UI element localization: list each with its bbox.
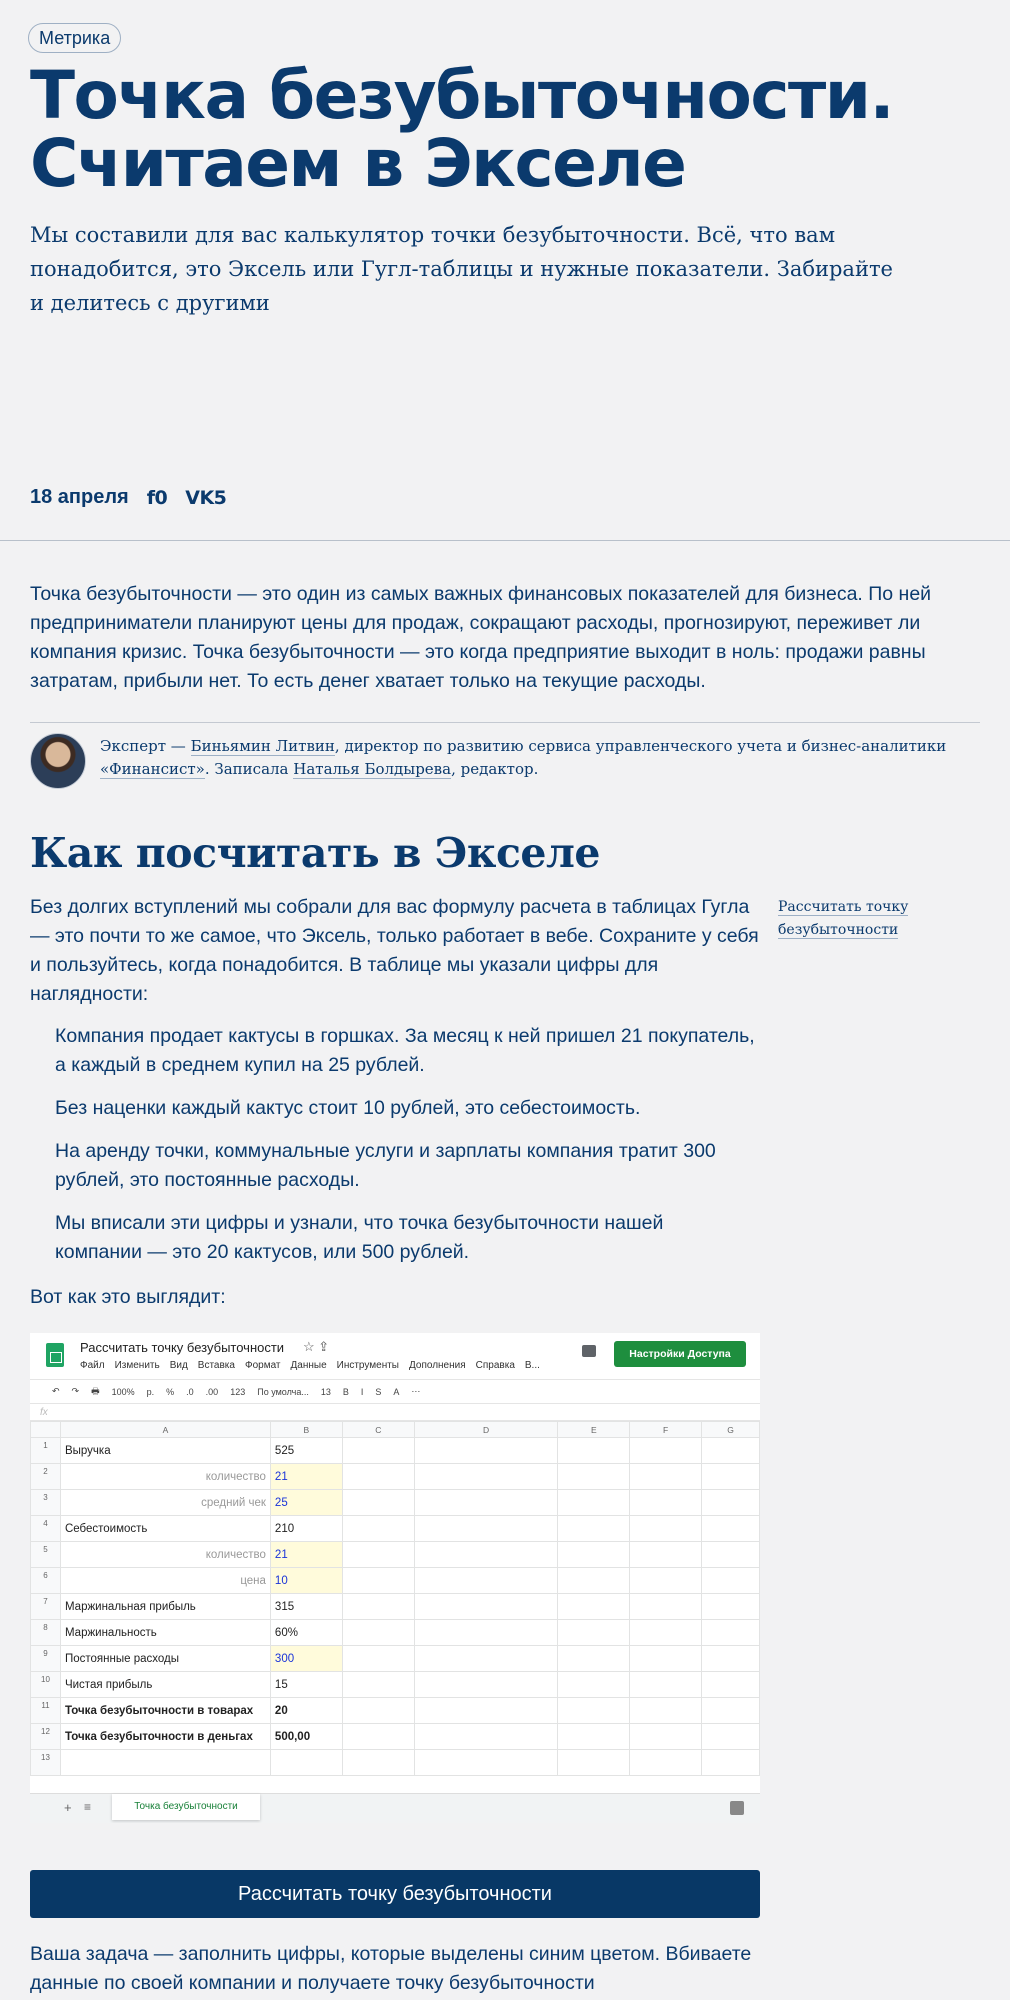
- empty-cell: [558, 1672, 630, 1698]
- list-item: Без наценки каждый кактус стоит 10 рублей, это себестоимость.: [55, 1097, 641, 1119]
- row-number: 5: [31, 1542, 61, 1568]
- star-icon: ☆ ⇪: [303, 1339, 330, 1354]
- row-number: 9: [31, 1646, 61, 1672]
- empty-cell: [558, 1542, 630, 1568]
- row-number: 11: [31, 1698, 61, 1724]
- empty-cell: [414, 1490, 558, 1516]
- empty-cell: [414, 1724, 558, 1750]
- empty-cell: [630, 1750, 702, 1776]
- list-item: Мы вписали эти цифры и узнали, что точка безубыточности нашей компании — это 20 кактусов, или 500 рублей.: [55, 1212, 664, 1263]
- empty-cell: [702, 1464, 760, 1490]
- sheet-row: [31, 1594, 760, 1620]
- calculate-break-even-button[interactable]: Рассчитать точку безубыточности: [30, 1870, 760, 1918]
- sheet-list-icon: ≡: [84, 1800, 92, 1814]
- formula-bar: fx: [30, 1403, 760, 1421]
- aside-link-text[interactable]: Рассчитать точку безубыточности: [778, 899, 909, 938]
- empty-cell: [702, 1698, 760, 1724]
- row-value-cell: 300: [270, 1646, 342, 1672]
- row-value-cell: 21: [270, 1542, 342, 1568]
- row-number: 12: [31, 1724, 61, 1750]
- empty-cell: [342, 1464, 414, 1490]
- column-header-row: [31, 1422, 760, 1438]
- empty-cell: [630, 1490, 702, 1516]
- list-item: Компания продает кактусы в горшках. За месяц к ней пришел 21 покупатель, а каждый в среднем купил на 25 рублей.: [55, 1025, 755, 1076]
- empty-cell: [414, 1646, 558, 1672]
- sheet-toolbar: [30, 1379, 760, 1403]
- section-heading: Как посчитать в Экселе: [30, 829, 600, 877]
- sheet-row: [31, 1672, 760, 1698]
- empty-cell: [558, 1620, 630, 1646]
- row-label-cell: Маржинальность: [60, 1620, 270, 1646]
- row-number: 2: [31, 1464, 61, 1490]
- empty-cell: [558, 1568, 630, 1594]
- sheet-row: [31, 1724, 760, 1750]
- empty-cell: [342, 1620, 414, 1646]
- row-value-cell: 15: [270, 1672, 342, 1698]
- row-number: 13: [31, 1750, 61, 1776]
- publish-date: 18 апреля: [30, 486, 129, 508]
- row-number: 4: [31, 1516, 61, 1542]
- row-label-cell: Точка безубыточности в товарах: [60, 1698, 270, 1724]
- expert-suffix: , редактор.: [451, 760, 539, 778]
- aside-calculator-link[interactable]: [778, 896, 938, 942]
- sheet-row: [31, 1542, 760, 1568]
- empty-cell: [630, 1724, 702, 1750]
- empty-cell: [414, 1594, 558, 1620]
- row-value-cell: 60%: [270, 1620, 342, 1646]
- empty-cell: [702, 1542, 760, 1568]
- lead-paragraph: Мы составили для вас калькулятор точки безубыточности. Всё, что вам понадобится, это Эксель или Гугл-таблицы и нужные показатели. Забирайте и делитесь с другими: [30, 223, 893, 315]
- row-value-cell: 500,00: [270, 1724, 342, 1750]
- sheet-menu: [80, 1360, 540, 1371]
- grid-table: [30, 1421, 760, 1776]
- column-header: D: [414, 1422, 558, 1438]
- share-button: Настройки Доступа: [614, 1341, 746, 1367]
- column-header: E: [558, 1422, 630, 1438]
- empty-cell: [630, 1464, 702, 1490]
- row-label-cell: Маржинальная прибыль: [60, 1594, 270, 1620]
- comment-icon: [582, 1345, 596, 1357]
- empty-cell: [630, 1568, 702, 1594]
- empty-cell: [558, 1646, 630, 1672]
- row-value-cell: 315: [270, 1594, 342, 1620]
- expert-text: [100, 733, 990, 781]
- row-value-cell: 525: [270, 1438, 342, 1464]
- empty-cell: [342, 1698, 414, 1724]
- tool: %: [166, 1386, 175, 1397]
- empty-cell: [630, 1620, 702, 1646]
- empty-cell: [702, 1568, 760, 1594]
- empty-cell: [558, 1516, 630, 1542]
- sheets-logo-icon: [46, 1343, 64, 1367]
- empty-cell: [414, 1698, 558, 1724]
- empty-cell: [342, 1438, 414, 1464]
- menu-item: Данные: [290, 1360, 327, 1371]
- empty-cell: [702, 1516, 760, 1542]
- vk-share-icon[interactable]: VK5: [185, 486, 227, 509]
- empty-cell: [558, 1698, 630, 1724]
- menu-item: Формат: [244, 1360, 281, 1371]
- empty-cell: [702, 1620, 760, 1646]
- empty-cell: [702, 1750, 760, 1776]
- tool: По умолча...: [257, 1386, 309, 1397]
- empty-cell: [702, 1724, 760, 1750]
- empty-cell: [414, 1750, 558, 1776]
- category-tag[interactable]: Метрика: [28, 23, 121, 53]
- empty-cell: [630, 1438, 702, 1464]
- empty-cell: [342, 1568, 414, 1594]
- row-value-cell: 25: [270, 1490, 342, 1516]
- row-value-cell: 210: [270, 1516, 342, 1542]
- expert-mid: . Записала: [204, 760, 294, 778]
- empty-cell: [630, 1672, 702, 1698]
- article-meta: [30, 486, 226, 509]
- empty-cell: [558, 1724, 630, 1750]
- tool: A: [393, 1386, 400, 1397]
- row-label-cell: Постоянные расходы: [60, 1646, 270, 1672]
- empty-cell: [630, 1594, 702, 1620]
- empty-cell: [558, 1464, 630, 1490]
- tool: S: [375, 1386, 382, 1397]
- empty-cell: [342, 1750, 414, 1776]
- row-number: 8: [31, 1620, 61, 1646]
- empty-cell: [414, 1516, 558, 1542]
- row-label-cell: количество: [60, 1542, 270, 1568]
- empty-cell: [558, 1490, 630, 1516]
- sheet-tab: Точка безубыточности: [112, 1794, 260, 1820]
- empty-cell: [342, 1724, 414, 1750]
- tool: I: [360, 1386, 364, 1397]
- explore-icon: [730, 1801, 744, 1815]
- tool: 100%: [111, 1386, 135, 1397]
- row-label-cell: [60, 1750, 270, 1776]
- sheet-row: [31, 1568, 760, 1594]
- menu-item: Вид: [169, 1360, 188, 1371]
- menu-item: Вставка: [197, 1360, 235, 1371]
- empty-cell: [342, 1594, 414, 1620]
- empty-cell: [702, 1438, 760, 1464]
- menu-item: Инструменты: [336, 1360, 399, 1371]
- row-number: 1: [31, 1438, 61, 1464]
- sheet-row: [31, 1490, 760, 1516]
- avatar: [30, 733, 86, 789]
- sheet-header: [30, 1333, 760, 1379]
- empty-cell: [414, 1542, 558, 1568]
- menu-item: Справка: [475, 1360, 515, 1371]
- facebook-share-icon[interactable]: f0: [146, 486, 168, 509]
- column-header: F: [630, 1422, 702, 1438]
- row-label-cell: Себестоимость: [60, 1516, 270, 1542]
- tool: ↶: [52, 1386, 60, 1396]
- empty-cell: [342, 1672, 414, 1698]
- empty-cell: [414, 1438, 558, 1464]
- empty-cell: [630, 1516, 702, 1542]
- sheet-row: [31, 1698, 760, 1724]
- sheet-name: Рассчитать точку безубыточности: [80, 1340, 285, 1355]
- list-item: На аренду точки, коммунальные услуги и зарплаты компания тратит 300 рублей, это постоянные расходы.: [55, 1140, 716, 1191]
- empty-cell: [702, 1594, 760, 1620]
- corner-cell: [31, 1422, 61, 1438]
- tool: B: [342, 1386, 349, 1397]
- tool: ⋯: [411, 1386, 421, 1396]
- sheet-row: [31, 1438, 760, 1464]
- tool: .0: [186, 1386, 194, 1397]
- row-label-cell: цена: [60, 1568, 270, 1594]
- example-list: [55, 1022, 755, 1281]
- empty-cell: [414, 1672, 558, 1698]
- sheet-tabs-bar: [30, 1793, 760, 1823]
- sheet-row: [31, 1620, 760, 1646]
- empty-cell: [558, 1750, 630, 1776]
- tool: .00: [205, 1386, 219, 1397]
- menu-item: В...: [524, 1360, 540, 1371]
- column-header: B: [270, 1422, 342, 1438]
- tool: 🖶: [91, 1385, 100, 1396]
- empty-cell: [630, 1646, 702, 1672]
- tool: 123: [230, 1386, 246, 1397]
- empty-cell: [702, 1646, 760, 1672]
- author-link[interactable]: Наталья Болдырева: [293, 760, 452, 778]
- row-value-cell: 10: [270, 1568, 342, 1594]
- row-number: 6: [31, 1568, 61, 1594]
- page-title: [30, 57, 930, 202]
- empty-cell: [414, 1568, 558, 1594]
- body-paragraph: Без долгих вступлений мы собрали для вас формулу расчета в таблицах Гугла — это почти то же самое, что Эксель, только работает в вебе. Сохраните у себя и пользуйтесь, когда понадобится. В таблице мы указали цифры для наглядности:: [30, 896, 759, 1005]
- column-header: C: [342, 1422, 414, 1438]
- sheet-row: [31, 1516, 760, 1542]
- row-value-cell: [270, 1750, 342, 1776]
- divider: [0, 540, 1010, 541]
- row-label-cell: Точка безубыточности в деньгах: [60, 1724, 270, 1750]
- row-label-cell: Выручка: [60, 1438, 270, 1464]
- sheet-row: [31, 1646, 760, 1672]
- empty-cell: [342, 1646, 414, 1672]
- tool: ↷: [71, 1386, 80, 1396]
- empty-cell: [702, 1490, 760, 1516]
- empty-cell: [630, 1542, 702, 1568]
- menu-item: Дополнения: [409, 1360, 466, 1371]
- sheet-row: [31, 1750, 760, 1776]
- row-value-cell: 20: [270, 1698, 342, 1724]
- empty-cell: [558, 1438, 630, 1464]
- empty-cell: [414, 1464, 558, 1490]
- empty-cell: [414, 1620, 558, 1646]
- divider: [30, 722, 980, 723]
- empty-cell: [702, 1672, 760, 1698]
- tool: 13: [320, 1386, 331, 1397]
- row-number: 10: [31, 1672, 61, 1698]
- row-label-cell: средний чек: [60, 1490, 270, 1516]
- sheet-grid: [30, 1421, 760, 1776]
- sheet-row: [31, 1464, 760, 1490]
- expert-role: , директор по развитию сервиса управленческого учета и бизнес-аналитики: [334, 737, 947, 755]
- row-label-cell: Чистая прибыль: [60, 1672, 270, 1698]
- tail-paragraph: Ваша задача — заполнить цифры, которые выделены синим цветом. Вбиваете данные по своей компании и получаете точку безубыточности: [30, 1943, 752, 1994]
- expert-name-link[interactable]: Биньямин Литвин: [190, 737, 335, 755]
- column-header: A: [60, 1422, 270, 1438]
- expert-prefix: Эксперт —: [100, 737, 191, 755]
- title-line-2: Считаем в Экселе: [30, 125, 686, 202]
- empty-cell: [342, 1490, 414, 1516]
- menu-item: Изменить: [114, 1360, 160, 1371]
- expert-block: [30, 733, 990, 789]
- add-sheet-icon: +: [64, 1800, 72, 1815]
- column-header: G: [702, 1422, 760, 1438]
- row-number: 7: [31, 1594, 61, 1620]
- empty-cell: [342, 1516, 414, 1542]
- row-value-cell: 21: [270, 1464, 342, 1490]
- row-label-cell: количество: [60, 1464, 270, 1490]
- intro-paragraph: Точка безубыточности — это один из самых важных финансовых показателей для бизнеса. По ней предприниматели планируют цены для продаж, сокращают расходы, прогнозируют, переживет ли компания кризис. Точка безубыточности — это когда предприятие выходит в ноль: продажи равны затратам, прибыли нет. То есть денег хватает только на текущие расходы.: [30, 583, 932, 692]
- example-caption: Вот как это выглядит:: [30, 1286, 226, 1308]
- empty-cell: [630, 1698, 702, 1724]
- title-line-1: Точка безубыточности.: [30, 57, 894, 134]
- empty-cell: [342, 1542, 414, 1568]
- spreadsheet-screenshot: [30, 1333, 760, 1823]
- company-link[interactable]: «Финансист»: [100, 760, 205, 778]
- row-number: 3: [31, 1490, 61, 1516]
- empty-cell: [558, 1594, 630, 1620]
- menu-item: Файл: [80, 1360, 105, 1371]
- tool: р.: [146, 1386, 155, 1397]
